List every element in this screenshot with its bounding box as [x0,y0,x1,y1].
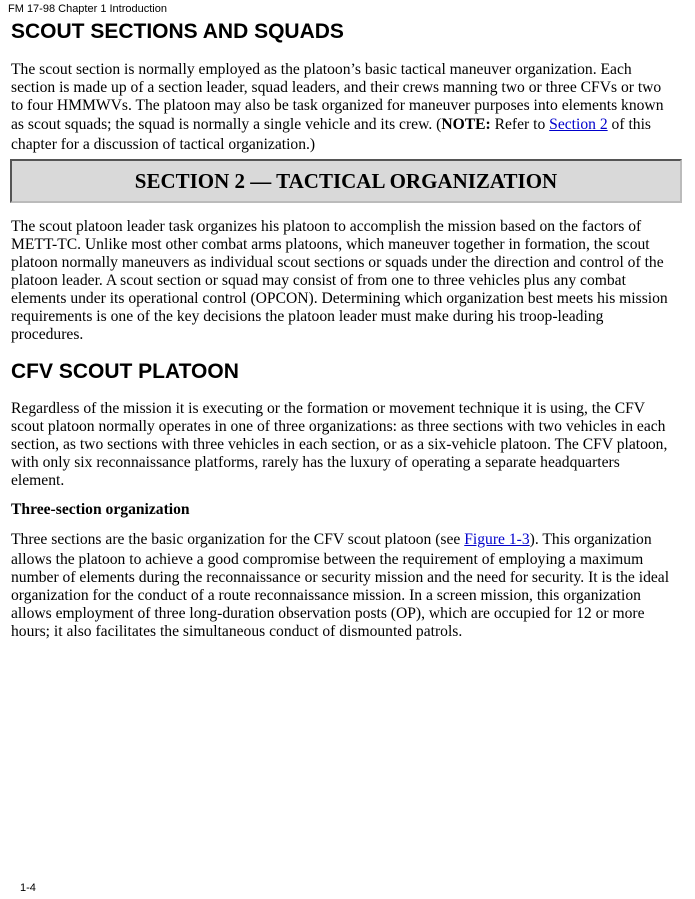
text-line: section is made up of a section leader, squad leaders, and their crews manning two or three CFVs or two [11,79,662,96]
page-number: 1-4 [20,882,36,894]
text-line: METT-TC. Unlike most other combat arms platoons, which maneuver together in formation, the scout [11,236,650,253]
text-line: allows employment of three long-duration observation posts (OP), which are occupied for 12 or more [11,605,645,622]
text-line: requirements is one of the key decisions the platoon leader must make during his troop-leading [11,308,604,325]
heading-cfv-scout-platoon: CFV SCOUT PLATOON [11,360,239,383]
text-line: elements under its operational control (OPCON). Determining which organization best meets his mission [11,290,668,307]
text: of this [607,116,651,133]
text: Refer to [490,116,550,133]
text-line: scout platoon normally operates in one of three organizations: as three sections with two vehicles in each [11,418,666,435]
note-label: NOTE: [441,116,491,133]
text: as scout squads; the squad is normally a single vehicle and its crew. ( [11,116,442,133]
section-banner: SECTION 2 — TACTICAL ORGANIZATION [10,159,682,203]
text: ). This organization [529,531,652,548]
text-line: element. [11,472,65,489]
text-line: hours; it also facilitates the simultaneous conduct of dismounted patrols. [11,623,463,640]
text-line: with only six reconnaissance platforms, rarely has the luxury of operating a separate headquarters [11,454,620,471]
subheading-three-section: Three-section organization [11,501,190,518]
section-2-link[interactable]: Section 2 [549,116,608,133]
text-line: section, as two sections with three vehicles in each section, or as a six-vehicle platoon. The CFV platoon, [11,436,668,453]
text-line: Regardless of the mission it is executing or the formation or movement technique it is using, the CFV [11,400,646,417]
heading-scout-sections: SCOUT SECTIONS AND SQUADS [11,20,344,43]
paragraph-three-section [11,531,669,641]
text-line: The scout section is normally employed as the platoon’s basic tactical maneuver organization. Each [11,61,632,78]
paragraph-tactical-organization [11,218,668,344]
text-line: allows the platoon to achieve a good compromise between the requirement of employing a maximum [11,551,644,568]
text-line: number of elements during the reconnaissance or security mission and the need for security. It is the ideal [11,569,670,586]
paragraph-scout-sections [11,61,664,154]
text-line: organization for the conduct of a route reconnaissance mission. In a screen mission, this organization [11,587,641,604]
text-line [11,531,669,549]
figure-1-3-link[interactable]: Figure 1-3 [464,531,530,548]
text-line: The scout platoon leader task organizes his platoon to accomplish the mission based on the factors of [11,218,642,235]
text-line: platoon normally maneuvers as individual scout sections or squads under the direction and control of the [11,254,664,271]
text-line: procedures. [11,326,84,343]
paragraph-cfv-platoon [11,400,667,490]
running-header: FM 17-98 Chapter 1 Introduction [8,3,167,15]
text-line: to four HMMWVs. The platoon may also be task organized for maneuver purposes into elements known [11,97,664,114]
text-line: platoon leader. A scout section or squad may consist of from one to three vehicles plus any combat [11,272,626,289]
text-line: chapter for a discussion of tactical organization.) [11,136,316,153]
text-line [11,116,664,134]
text: Three sections are the basic organization for the CFV scout platoon (see [11,531,465,548]
